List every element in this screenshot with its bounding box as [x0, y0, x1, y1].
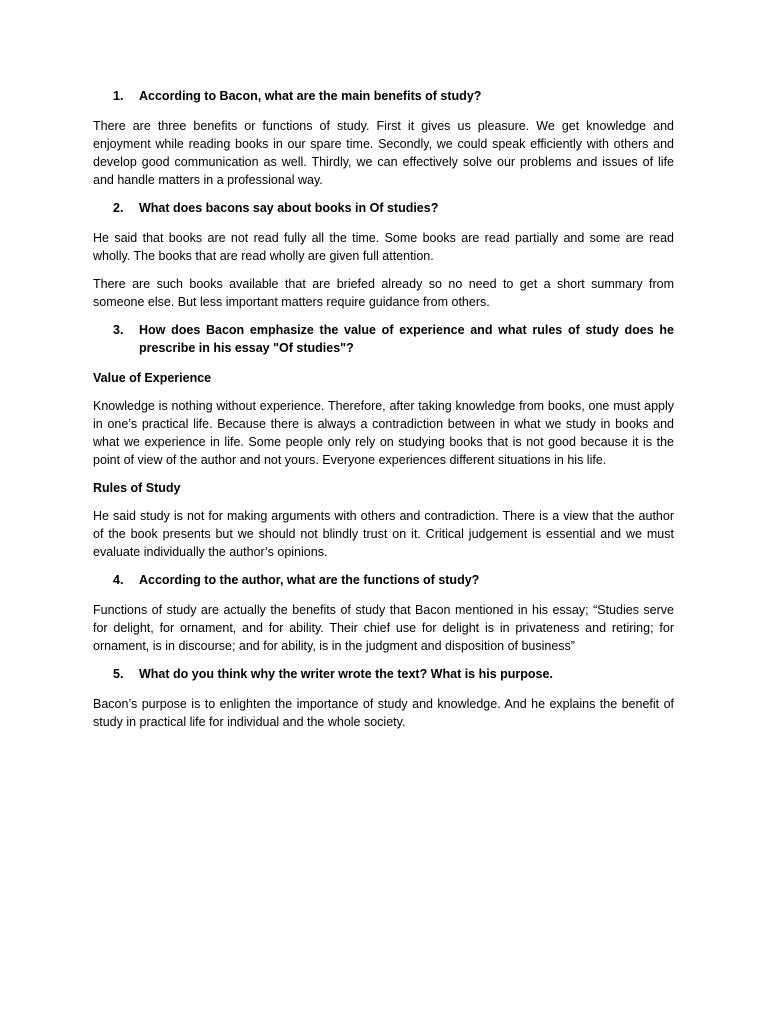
- question-4: [93, 571, 674, 589]
- question-3: [93, 321, 674, 357]
- subheading-value-of-experience: Value of Experience: [93, 371, 212, 385]
- question-2: [93, 199, 674, 217]
- answer-paragraph: He said that books are not read fully all the time. Some books are read partially and some are read wholly. The books that are read wholly are given full attention.: [93, 231, 674, 263]
- question-number: 1.: [113, 89, 124, 103]
- question-text: According to Bacon, what are the main benefits of study?: [139, 89, 482, 103]
- question-number: 5.: [113, 667, 124, 681]
- question-1: [93, 87, 674, 105]
- question-text: What do you think why the writer wrote the text? What is his purpose.: [139, 667, 553, 681]
- answer-paragraph: Functions of study are actually the benefits of study that Bacon mentioned in his essay; “Studies serve for delight, for ornament, and for ability. Their chief use for delight is in privateness and retiring; for ornament, is in discourse; and for ability, is in the judgment and disposition of business”: [93, 603, 674, 653]
- subheading-rules-of-study: Rules of Study: [93, 481, 181, 495]
- question-5: [93, 665, 674, 683]
- document-page: [93, 87, 674, 741]
- answer-paragraph: There are three benefits or functions of study. First it gives us pleasure. We get knowledge and enjoyment while reading books in our spare time. Secondly, we could speak efficiently with others and develop good communication as well. Thirdly, we can effectively solve our problems and issues of life and handle matters in a professional way.: [93, 119, 674, 187]
- question-text: According to the author, what are the functions of study?: [139, 573, 480, 587]
- answer-paragraph: Knowledge is nothing without experience. Therefore, after taking knowledge from books, one must apply in one’s practical life. Because there is always a contradiction between in what we study in books and what we experience in life. Some people only rely on studying books that is not good because it is the point of view of the author and not yours. Everyone experiences different situations in his life.: [93, 399, 674, 467]
- question-text: How does Bacon emphasize the value of experience and what rules of study does he prescribe in his essay "Of studies"?: [139, 323, 674, 355]
- answer-paragraph: Bacon’s purpose is to enlighten the importance of study and knowledge. And he explains the benefit of study in practical life for individual and the whole society.: [93, 697, 674, 729]
- answer-paragraph: There are such books available that are briefed already so no need to get a short summary from someone else. But less important matters require guidance from others.: [93, 277, 674, 309]
- question-text: What does bacons say about books in Of studies?: [139, 201, 439, 215]
- question-number: 4.: [113, 573, 124, 587]
- answer-paragraph: He said study is not for making arguments with others and contradiction. There is a view that the author of the book presents but we should not blindly trust on it. Critical judgement is essential and we must evaluate individually the author’s opinions.: [93, 509, 674, 559]
- question-number: 2.: [113, 201, 124, 215]
- question-number: 3.: [113, 323, 124, 337]
